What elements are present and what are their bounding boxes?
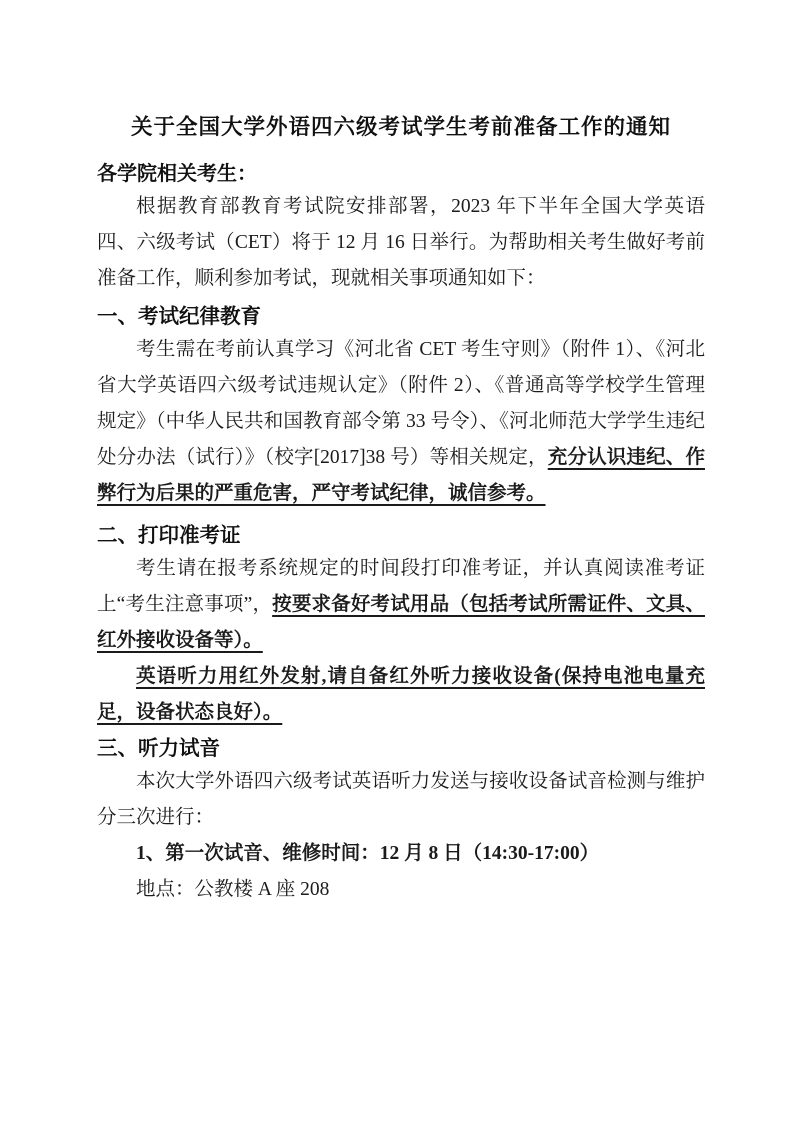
section-2-paragraph-1 xyxy=(97,551,705,659)
emphasized-text-run: 按要求备好考试用品（包括考试所需证件、文具、红外接收设备等）。 xyxy=(97,594,705,651)
section-3-schedule-line xyxy=(97,836,705,872)
section-1-paragraph xyxy=(97,332,705,512)
text-run: 考生请在报考系统规定的时间段打印准考证，并认真阅读准考证上“考生注意事项”， xyxy=(97,558,705,615)
notice-document xyxy=(97,0,705,908)
text-run: 本次大学外语四六级考试英语听力发送与接收设备试音检测与维护分三次进行： xyxy=(97,771,705,828)
intro-paragraph: 根据教育部教育考试院安排部署，2023 年下半年全国大学英语四、六级考试（CET）将于 12 月 16 日举行。为帮助相关考生做好考前准备工作，顺利参加考试，现就相关事项通知如下： xyxy=(97,196,705,289)
bold-text-run: 1、第一次试音、维修时间：12 月 8 日（14:30-17:00） xyxy=(136,843,600,864)
section-3-heading: 三、听力试音 xyxy=(97,737,220,760)
document-title: 关于全国大学外语四六级考试学生考前准备工作的通知 xyxy=(130,115,671,139)
emphasized-text-run: 充分认识违纪、作弊行为后果的严重危害，严守考试纪律，诚信参考。 xyxy=(97,447,705,504)
section-2-paragraph-2 xyxy=(97,659,705,731)
text-run: 考生需在考前认真学习《河北省 CET 考生守则》（附件 1）、《河北省大学英语四六级考试违规认定》（附件 2）、《普通高等学校学生管理规定》（中华人民共和国教育部令第 33 号令）、《河北师范大学学生违纪处分办法（试行）》（校字[2017]38 号）等相关规定， xyxy=(97,339,705,468)
section-1-heading: 一、考试纪律教育 xyxy=(97,305,261,328)
salutation: 各学院相关考生： xyxy=(97,163,257,185)
emphasized-text-run: 英语听力用红外发射,请自备红外听力接收设备(保持电池电量充足，设备状态良好）。 xyxy=(97,666,705,723)
section-3-location-line xyxy=(97,872,705,908)
section-3-paragraph-1 xyxy=(97,764,705,836)
text-run: 地点：公教楼 A 座 208 xyxy=(136,879,330,900)
section-2-heading: 二、打印准考证 xyxy=(97,524,241,547)
